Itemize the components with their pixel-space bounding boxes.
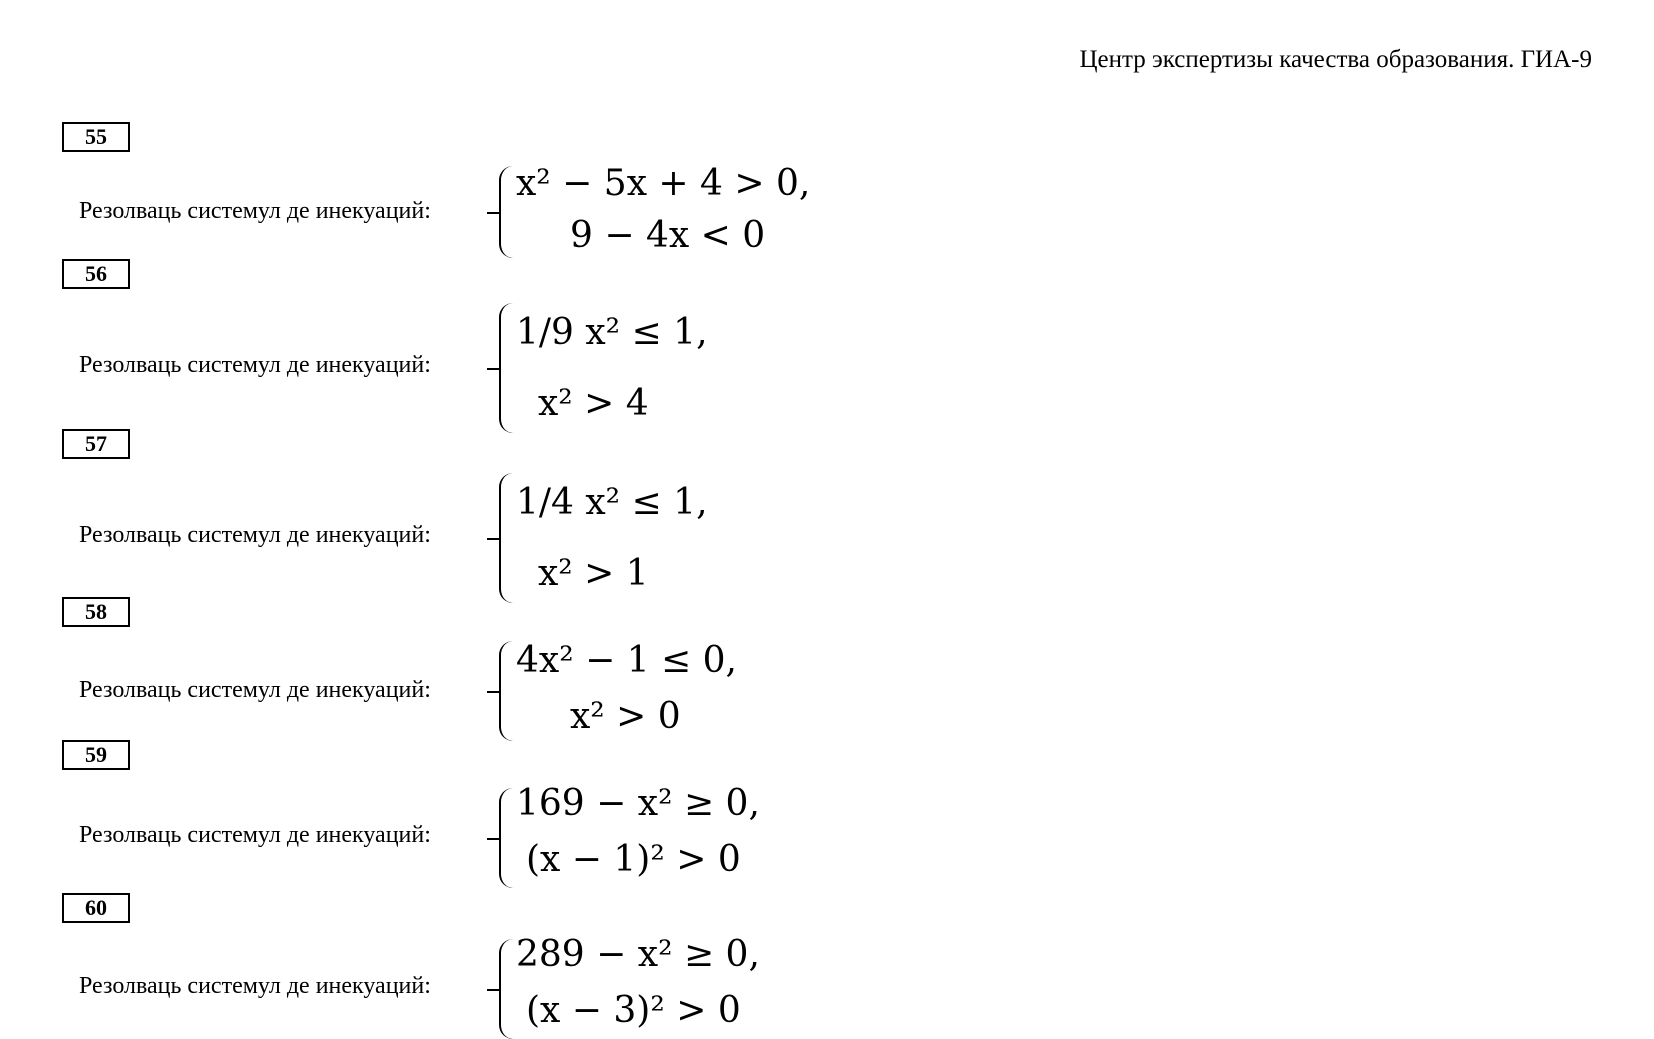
inequality-1: 289 − x² ≥ 0, [516,934,760,975]
problem-prompt: Резолваць системул де инекуаций: [79,822,431,848]
problem-number: 55 [62,122,130,152]
page-header: Центр экспертизы качества образования. ГИА-9 [1079,46,1592,73]
inequality-2: (x − 3)² > 0 [526,990,741,1031]
inequality-2: x² > 0 [570,696,681,737]
problem-number: 60 [62,893,130,923]
problem-prompt: Резолваць системул де инекуаций: [79,973,431,999]
problem-prompt: Резолваць системул де инекуаций: [79,677,431,703]
problem-number: 57 [62,429,130,459]
problem-number: 58 [62,597,130,627]
system-brace [499,166,515,258]
system-brace [499,303,515,433]
problem-prompt: Резолваць системул де инекуаций: [79,522,431,548]
system-brace [499,788,515,888]
inequality-1: 1/9 x² ≤ 1, [516,312,708,353]
problem-number: 56 [62,259,130,289]
inequality-2: x² > 4 [538,383,649,424]
inequality-2: (x − 1)² > 0 [526,839,741,880]
inequality-2: x² > 1 [538,553,649,594]
problem-number: 59 [62,740,130,770]
inequality-1: x² − 5x + 4 > 0, [516,163,811,204]
system-brace [499,641,515,741]
system-brace [499,473,515,603]
inequality-1: 169 − x² ≥ 0, [516,783,760,824]
system-brace [499,939,515,1039]
problem-prompt: Резолваць системул де инекуаций: [79,198,431,224]
inequality-1: 1/4 x² ≤ 1, [516,482,708,523]
inequality-1: 4x² − 1 ≤ 0, [516,640,737,681]
inequality-2: 9 − 4x < 0 [570,215,766,256]
problem-prompt: Резолваць системул де инекуаций: [79,352,431,378]
